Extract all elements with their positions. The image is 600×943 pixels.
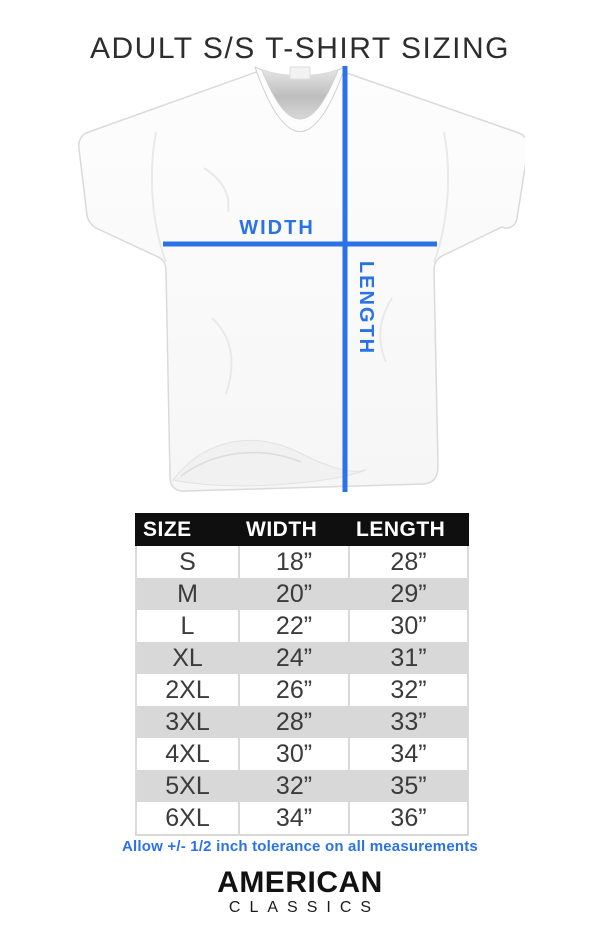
length-label: LENGTH: [355, 260, 377, 356]
size-table-row: [136, 738, 468, 770]
cell-length: 28”: [349, 545, 468, 578]
tshirt-body: [79, 70, 525, 491]
cell-length: 31”: [349, 642, 468, 674]
size-table-row: [136, 545, 468, 578]
cell-length: 35”: [349, 770, 468, 802]
cell-length: 32”: [349, 674, 468, 706]
cell-length: 30”: [349, 610, 468, 642]
size-table-header-row: [136, 514, 468, 545]
tshirt-neck-tag: [290, 67, 310, 79]
cell-width: 26”: [239, 674, 349, 706]
cell-size: 2XL: [136, 674, 239, 706]
cell-width: 30”: [239, 738, 349, 770]
cell-length: 34”: [349, 738, 468, 770]
cell-width: 18”: [239, 545, 349, 578]
col-header-width: WIDTH: [239, 514, 349, 545]
size-table-row: [136, 770, 468, 802]
cell-length: 33”: [349, 706, 468, 738]
tshirt-illustration: [75, 55, 525, 505]
shirt-diagram: [75, 55, 525, 505]
cell-length: 29”: [349, 578, 468, 610]
cell-width: 28”: [239, 706, 349, 738]
cell-size: M: [136, 578, 239, 610]
width-label: WIDTH: [239, 217, 315, 239]
size-table-row: [136, 578, 468, 610]
cell-size: 5XL: [136, 770, 239, 802]
cell-size: S: [136, 545, 239, 578]
brand-logo: [0, 867, 600, 917]
brand-name-primary: AMERICAN: [217, 866, 383, 899]
cell-width: 22”: [239, 610, 349, 642]
col-header-length: LENGTH: [349, 514, 468, 545]
size-table-row: [136, 642, 468, 674]
cell-size: 6XL: [136, 802, 239, 835]
size-table-row: [136, 802, 468, 835]
size-table: [135, 513, 469, 836]
brand-name-secondary: CLASSICS: [228, 899, 381, 916]
col-header-size: SIZE: [136, 514, 239, 545]
cell-size: 4XL: [136, 738, 239, 770]
size-table-row: [136, 610, 468, 642]
cell-width: 32”: [239, 770, 349, 802]
size-table-row: [136, 674, 468, 706]
cell-size: L: [136, 610, 239, 642]
cell-width: 20”: [239, 578, 349, 610]
size-table-body: [136, 545, 468, 835]
cell-width: 34”: [239, 802, 349, 835]
cell-size: 3XL: [136, 706, 239, 738]
page-title: ADULT S/S T-SHIRT SIZING: [90, 32, 510, 66]
cell-length: 36”: [349, 802, 468, 835]
size-table-row: [136, 706, 468, 738]
cell-size: XL: [136, 642, 239, 674]
tolerance-note: Allow +/- 1/2 inch tolerance on all measurements: [122, 838, 478, 855]
cell-width: 24”: [239, 642, 349, 674]
